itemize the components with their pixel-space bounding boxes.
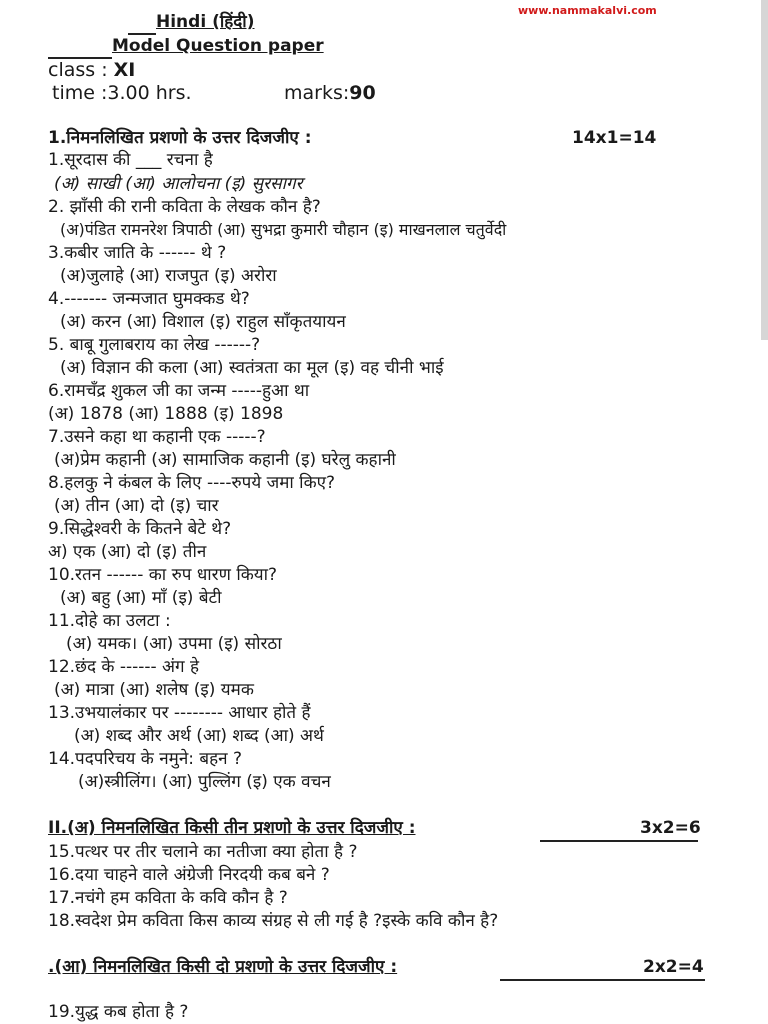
section-2b-marks: 2x2=4 [643,957,704,977]
scrollbar[interactable] [761,0,768,340]
options-line: (अ) यमक। (आ) उपमा (इ) सोरठा [66,634,282,654]
paper-subtitle: Model Question paper [112,36,324,56]
question-line: 18.स्वदेश प्रेम कविता किस काव्य संग्रह से ली गई है ?इस्के कवि कौन है? [48,911,499,931]
time-info: time :3.00 hrs. [52,82,192,104]
question-line: 4.------- जन्मजात घुमक्कड थे? [48,289,250,309]
options-line: (अ)पंडित रामनरेश त्रिपाठी (आ) सुभद्रा कुमारी चौहान (इ) माखनलाल चतुर्वेदी [60,220,507,239]
section-1-marks: 14x1=14 [572,128,657,148]
options-line: (अ)जुलाहे (आ) राजपुत (इ) अरोरा [60,266,277,286]
options-line: (अ) बहु (आ) माँ (इ) बेटी [60,588,222,608]
question-line: 10.रतन ------ का रुप धारण किया? [48,565,278,585]
options-line: (अ) करन (आ) विशाल (इ) राहुल साँकृतयायन [60,312,346,332]
question-line: 17.नचंगे हम कविता के कवि कौन है ? [48,888,288,908]
question-line: 11.दोहे का उलटा : [48,611,171,631]
options-line: अ) एक (आ) दो (इ) तीन [48,542,207,562]
question-line: 7.उसने कहा था कहानी एक -----? [48,427,266,447]
question-line: 19.युद्ध कब होता है ? [48,1002,189,1022]
options-line: (अ)प्रेम कहानी (अ) सामाजिक कहानी (इ) घरेलु कहानी [54,450,396,470]
question-line: 8.हलकु ने कंबल के लिए ----रुपये जमा किए? [48,473,336,493]
question-line: 16.दया चाहने वाले अंग्रेजी निरदयी कब बने ? [48,865,330,885]
section-2a-heading: II.(अ) निमनलिखित किसी तीन प्रशणो के उत्तर दिजजीए : [48,818,416,838]
question-line: 12.छंद के ------ अंग हे [48,657,200,677]
question-line: 3.कबीर जाति के ------ थे ? [48,243,227,263]
section-1-heading: 1.निमनलिखित प्रशणो के उत्तर दिजजीए : [48,128,312,148]
paper-title: Hindi (हिंदी) [156,12,255,32]
options-line: (अ) विज्ञान की कला (आ) स्वतंत्रता का मूल (इ) वह चीनी भाई [60,358,444,378]
website-url: www.nammakalvi.com [518,4,657,17]
question-line: 14.पदपरिचय के नमुने: बहन ? [48,749,243,769]
section-2b-underline [500,979,705,981]
options-line: (अ) साखी (आ) आलोचना (इ) सुरसागर [54,174,303,194]
options-line: (अ)स्त्रीलिंग। (आ) पुल्लिंग (इ) एक वचन [78,772,331,792]
options-line: (अ) शब्द और अर्थ (आ) शब्द (आ) अर्थ [74,726,324,746]
section-2a-underline [540,840,698,842]
options-line: (अ) तीन (आ) दो (इ) चार [54,496,219,516]
question-line: 6.रामचँद्र शुकल जी का जन्म -----हुआ था [48,381,310,401]
question-line: 5. बाबू गुलाबराय का लेख ------? [48,335,261,355]
question-line: 1.सूरदास की ___ रचना है [48,150,213,170]
options-line: (अ) मात्रा (आ) शलेष (इ) यमक [54,680,254,700]
section-2a-marks: 3x2=6 [640,818,701,838]
question-line: 9.सिद्धेश्वरी के कितने बेटे थे? [48,519,232,539]
class-info: class : XI [48,59,136,81]
marks-info: marks:90 [284,82,376,104]
options-line: (अ) 1878 (आ) 1888 (इ) 1898 [48,404,284,424]
question-line: 15.पत्थर पर तीर चलाने का नतीजा क्या होता है ? [48,842,358,862]
title-underline-lead [128,33,156,35]
question-line: 13.उभयालंकार पर -------- आधार होते हैं [48,703,311,723]
section-2b-heading: .(आ) निमनलिखित किसी दो प्रशणो के उत्तर दिजजीए : [48,957,398,977]
question-line: 2. झाँसी की रानी कविता के लेखक कौन है? [48,197,321,217]
